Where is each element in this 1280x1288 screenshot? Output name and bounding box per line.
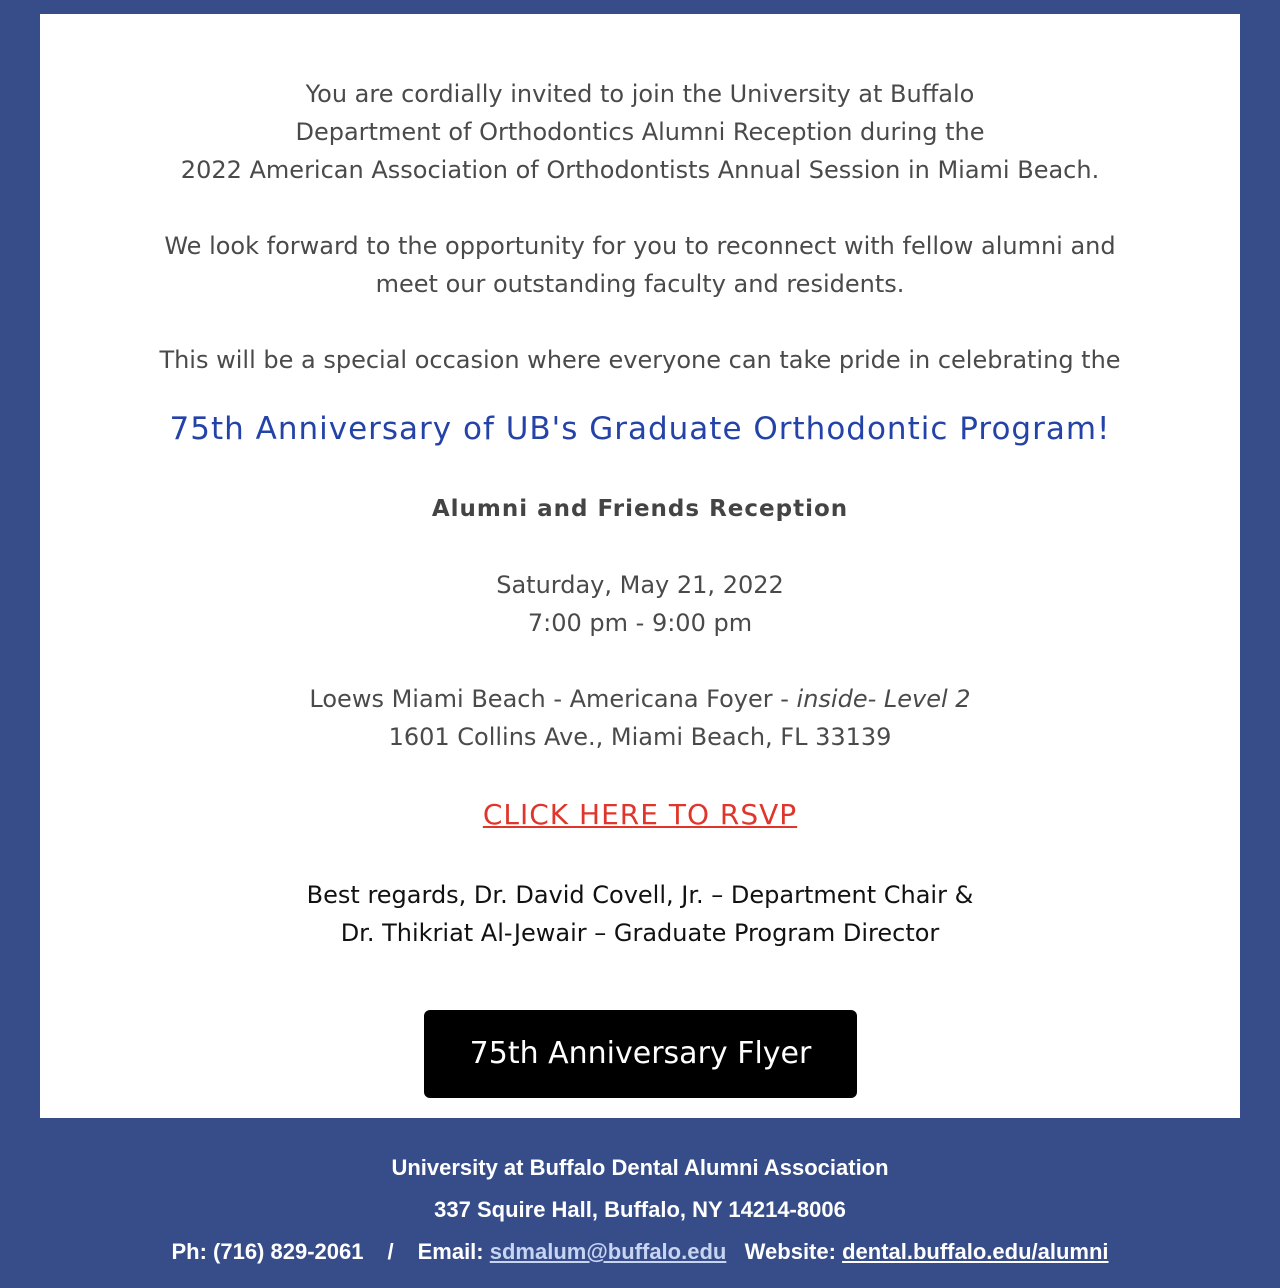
footer-website-link[interactable]: dental.buffalo.edu/alumni xyxy=(842,1239,1109,1264)
regards-line-1: Best regards, Dr. David Covell, Jr. – Department Chair & xyxy=(306,881,974,909)
venue-name: Loews Miami Beach - Americana Foyer - xyxy=(309,685,797,713)
venue-detail: inside- Level 2 xyxy=(796,685,971,713)
event-date: Saturday, May 21, 2022 xyxy=(496,571,784,599)
footer-slash: / xyxy=(387,1239,394,1264)
event-address: 1601 Collins Ave., Miami Beach, FL 33139 xyxy=(388,723,892,751)
invitation-card xyxy=(40,14,1240,1118)
intro-line-3: 2022 American Association of Orthodontists Annual Session in Miami Beach. xyxy=(180,156,1100,184)
footer-phone: Ph: (716) 829-2061 xyxy=(171,1239,364,1264)
occasion-text: This will be a special occasion where everyone can take pride in celebrating the xyxy=(159,346,1121,374)
event-title: Alumni and Friends Reception xyxy=(431,496,849,522)
forward-line-2: meet our outstanding faculty and residents. xyxy=(375,270,905,298)
rsvp-line xyxy=(40,794,1240,837)
anniversary-headline: 75th Anniversary of UB's Graduate Orthodontic Program! xyxy=(169,411,1111,447)
footer-org: University at Buffalo Dental Alumni Association xyxy=(391,1155,889,1180)
footer-email-link[interactable]: sdmalum@buffalo.edu xyxy=(489,1239,727,1264)
event-venue xyxy=(40,680,1240,718)
rsvp-link[interactable]: CLICK HERE TO RSVP xyxy=(482,798,798,831)
intro-line-1: You are cordially invited to join the University at Buffalo xyxy=(305,80,975,108)
footer-email-label: Email: xyxy=(417,1239,484,1264)
regards-line-2: Dr. Thikriat Al-Jewair – Graduate Program Director xyxy=(340,919,940,947)
footer-contact xyxy=(0,1237,1280,1267)
intro-line-2: Department of Orthodontics Alumni Reception during the xyxy=(295,118,985,146)
event-time: 7:00 pm - 9:00 pm xyxy=(527,609,753,637)
footer-website-label: Website: xyxy=(744,1239,836,1264)
footer-address: 337 Squire Hall, Buffalo, NY 14214-8006 xyxy=(434,1197,846,1222)
forward-line-1: We look forward to the opportunity for you to reconnect with fellow alumni and xyxy=(164,232,1116,260)
anniversary-flyer-button[interactable]: 75th Anniversary Flyer xyxy=(424,1010,857,1098)
